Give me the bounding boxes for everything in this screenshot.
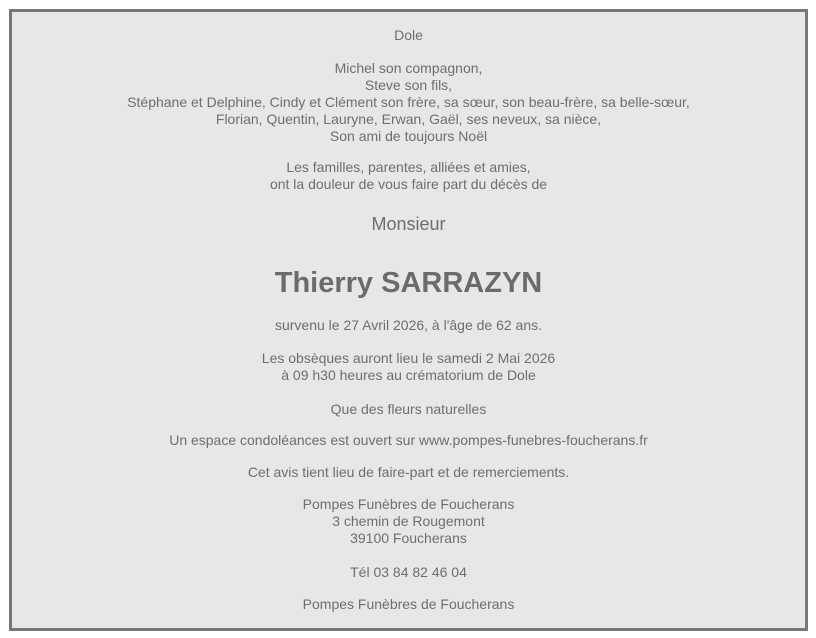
- family-line: Steve son fils,: [364, 77, 453, 93]
- death-info: [12, 317, 805, 334]
- phone-info: [12, 564, 805, 581]
- obituary-notice: [9, 9, 808, 631]
- signature-line: Pompes Funèbres de Foucherans: [302, 596, 515, 612]
- family-line: Son ami de toujours Noël: [329, 128, 488, 144]
- phone-line: Tél 03 84 82 46 04: [350, 564, 467, 580]
- deceased-name: Thierry SARRAZYN: [274, 267, 543, 299]
- family-line: Florian, Quentin, Lauryne, Erwan, Gaël, ses neveux, sa nièce,: [215, 111, 602, 127]
- deceased-name-block: [12, 266, 805, 300]
- relatives-line: Les familles, parentes, alliées et amies,: [286, 159, 531, 175]
- signature-info: [12, 596, 805, 613]
- relatives-announcement: [12, 159, 805, 193]
- funeral-home-address: [12, 496, 805, 547]
- city: Dole: [394, 27, 423, 43]
- address-line: 3 chemin de Rougemont: [332, 513, 485, 529]
- condolences-line: Un espace condoléances est ouvert sur www.pompes-funebres-foucherans.fr: [169, 432, 648, 448]
- honorific: [12, 213, 805, 235]
- thanks-info: [12, 464, 805, 481]
- honorific-title: Monsieur: [371, 214, 446, 234]
- family-list: [12, 60, 805, 145]
- family-line: Stéphane et Delphine, Cindy et Clément son frère, sa sœur, son beau-frère, sa belle-sœur,: [127, 94, 690, 110]
- relatives-line: ont la douleur de vous faire part du décès de: [269, 176, 548, 192]
- flowers-info: [12, 401, 805, 418]
- funeral-line: à 09 h30 heures au crématorium de Dole: [281, 367, 536, 383]
- thanks-line: Cet avis tient lieu de faire-part et de remerciements.: [247, 464, 570, 480]
- death-line: survenu le 27 Avril 2026, à l'âge de 62 ans.: [274, 317, 543, 333]
- condolences-info: [12, 432, 805, 449]
- address-line: 39100 Foucherans: [350, 530, 467, 546]
- funeral-info: [12, 350, 805, 384]
- family-line: Michel son compagnon,: [334, 60, 483, 76]
- city-line: [12, 27, 805, 44]
- flowers-line: Que des fleurs naturelles: [330, 401, 487, 417]
- address-line: Pompes Funèbres de Foucherans: [302, 496, 515, 512]
- funeral-line: Les obsèques auront lieu le samedi 2 Mai 2026: [261, 350, 556, 366]
